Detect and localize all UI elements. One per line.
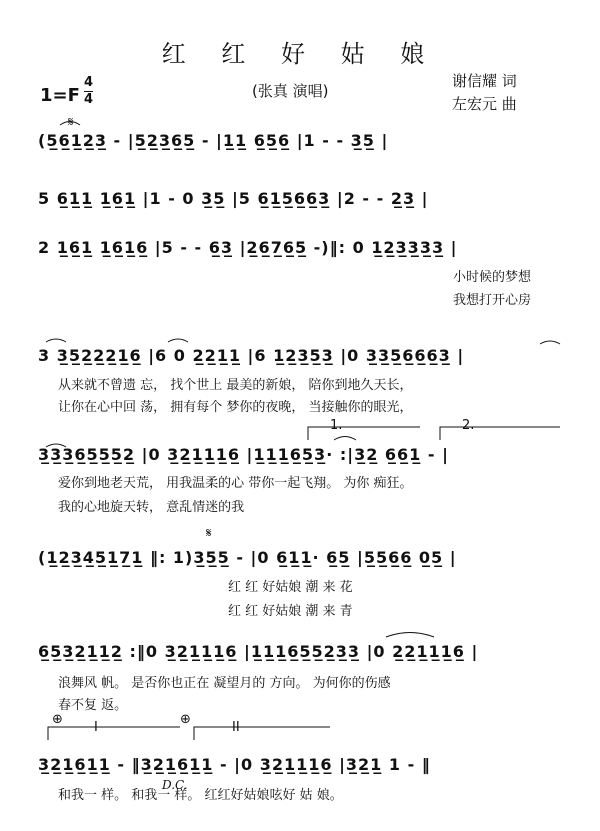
coda-icon: ⊕: [52, 712, 63, 727]
slur-mark: [60, 122, 80, 126]
volta-2-label: 2.: [462, 418, 475, 433]
lyric-row-7-verse-1: 浪舞风 帆。 是否你也正在 凝望月的 方向。 为何你的伤感: [58, 676, 391, 691]
lyric-row-3-verse-2: 我想打开心房: [453, 293, 532, 308]
coda-section-i-label: I: [94, 720, 98, 735]
segno-icon: 𝄋: [68, 115, 74, 130]
performer-credit: (张真 演唱): [252, 82, 329, 100]
dc-marking: D.C.: [162, 778, 188, 792]
score-row-8: 3̲2̲1̲6̲1̲1̲ - ‖3̲2̲1̲6̲1̲1̲ - |0 3̲2̲1̲1̲1̲6̲ |3̲2̲1̲ 1 - ‖: [38, 755, 431, 774]
segno-icon-2: 𝄋: [206, 526, 212, 541]
score-row-1: (5̲6̲1̲2̲3̲ - |5̲2̲3̲6̲5̲ - |1̲1̲ 6̲5̲6̲ |1 - - 3̲5̲ |: [38, 131, 389, 150]
lyric-row-3-verse-1: 小时候的梦想: [453, 270, 532, 285]
slur-mark: [334, 437, 356, 441]
score-row-7: 6̲5̲3̲2̲1̲1̲2̲ :‖0 3̲2̲1̲1̲1̲6̲ |1̲1̲1̲6̲5̲5̲2̲3̲3̲ |0 2̲2̲1̲1̲1̲6̲ |: [38, 642, 479, 661]
lyric-row-7-verse-2: 春不复 返。: [58, 698, 128, 713]
score-row-2: 5 6̲1̲1̲ 1̲6̲1̲ |1 - 0 3̲5̲ |5 6̲1̲5̲6̲6̲3̲ |2 - - 2̲3̲ |: [38, 189, 429, 208]
volta-1-label: 1.: [330, 418, 343, 433]
score-row-6: (1̲2̲3̲4̲5̲1̲7̲1̲ ‖: 1)3̲5̲5̲ - |0 6̲1̲1̲· 6̲5̲ |5̲5̲6̲6̲ 0̲5̲ |: [38, 548, 457, 567]
score-row-5: 3̲3̲3̲6̲5̲5̲5̲2̲ |0 3̲2̲1̲1̲1̲6̲ |1̲1̲1̲6̲5̲3̲· :|3̲2̲ 6̲6̲1̲ - |: [38, 445, 449, 464]
lyric-row-6-verse-2: 红 红 好姑娘 潮 来 青: [228, 604, 353, 619]
coda-section-ii-label: II: [232, 720, 240, 735]
score-row-3: 2 1̲6̲1̲ 1̲6̲1̲6̲ |5 - - 6̲3̲ |2̲6̲7̲6̲5̲ -)‖: 0 1̲2̲3̲3̲3̲3̲ |: [38, 238, 458, 257]
lyric-row-8-verse-1: 和我一 样。 和我一 样。 红红好姑娘呟好 姑 娘。: [58, 788, 343, 803]
lyric-row-5-verse-2: 我的心地旋天转， 意乱情迷的我: [58, 500, 245, 515]
slur-mark: [540, 341, 560, 344]
score-row-4: 3 3̲5̲2̲2̲2̲1̲6̲ |6 0 2̲2̲1̲1̲ |6 1̲2̲3̲5̲3̲ |0 3̲3̲5̲6̲6̲6̲3̲ |: [38, 346, 465, 365]
coda-icon-2: ⊕: [180, 712, 191, 727]
time-signature-top: 4: [84, 75, 94, 90]
composer-credit: 左宏元 曲: [452, 95, 517, 113]
lyric-row-4-verse-1: 从来就不曾遗 忘， 找个世上 最美的新娘， 陪你到地久天长，: [58, 378, 413, 393]
page-title: 红 红 好 姑 娘: [161, 40, 439, 68]
key-signature: 1=F: [40, 85, 80, 106]
coda-i-bracket: [48, 727, 180, 740]
time-signature-bottom: 4: [84, 92, 94, 107]
lyric-row-6-verse-1: 红 红 好姑娘 潮 来 花: [228, 580, 353, 595]
volta-1-bracket: [308, 427, 420, 440]
lyricist-credit: 谢信耀 词: [452, 72, 517, 90]
lyric-row-4-verse-2: 让你在心中回 荡， 拥有每个 梦你的夜晚， 当接触你的眼光，: [58, 400, 413, 415]
lyric-row-5-verse-1: 爱你到地老天荒， 用我温柔的心 带你一起飞翔。 为你 痴狂。: [58, 476, 413, 491]
coda-ii-bracket: [194, 727, 330, 740]
volta-2-bracket: [440, 427, 560, 440]
slur-mark: [168, 339, 188, 342]
slur-mark: [46, 339, 66, 342]
slur-mark: [386, 633, 434, 638]
